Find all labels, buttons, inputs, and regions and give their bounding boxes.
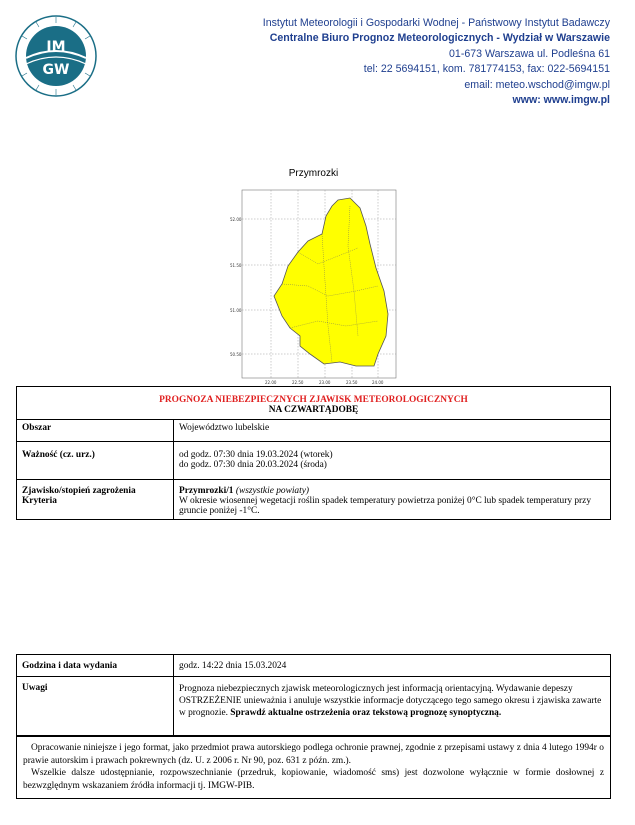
lon-label-2: 22.50 xyxy=(292,380,304,385)
lon-label-4: 23.50 xyxy=(346,380,358,385)
phenomenon-value xyxy=(174,480,611,520)
issue-table xyxy=(16,654,611,737)
logo-text-top: IM xyxy=(46,39,66,55)
header-institute-name: Instytut Meteorologii i Gospodarki Wodnej - Państwowy Instytut Badawczy xyxy=(262,17,610,29)
forecast-table xyxy=(16,386,611,520)
remarks-value xyxy=(174,677,611,737)
validity-value xyxy=(174,442,611,480)
map-title: Przymrozki xyxy=(288,168,339,179)
issued-value: godz. 14:22 dnia 15.03.2024 xyxy=(174,655,611,677)
header-www: www: www.imgw.pl xyxy=(512,94,610,107)
phenomenon-label xyxy=(17,480,174,520)
logo-text-bottom: GW xyxy=(42,62,70,78)
forecast-title-cell xyxy=(17,387,611,420)
phenomenon-label-1: Zjawisko/stopień zagrożenia xyxy=(22,486,136,496)
phenomenon-name: Przymrozki/1 xyxy=(179,486,234,496)
remarks-text: Prognoza niebezpiecznych zjawisk meteorologicznych jest informacją orientacyjną. Wydawanie depeszy OSTRZEŻENIE unieważnia i anuluje wszystkie informacje dotyczącego tego samego okresu i zjawiska zawarte w prognozie. xyxy=(179,684,602,718)
institute-header xyxy=(263,16,610,108)
forecast-title: PROGNOZA NIEBEZPIECZNYCH ZJAWISK METEOROLOGICZNYCH xyxy=(159,395,468,405)
header-department: Centralne Biuro Prognoz Meteorologicznych - Wydział w Warszawie xyxy=(269,32,610,45)
header-address: 01-673 Warszawa ul. Podleśna 61 xyxy=(449,47,610,60)
phenomenon-desc: W okresie wiosennej wegetacji roślin spadek temperatury powietrza poniżej 0°C lub spadek temperatury przy gruncie poniżej -1°C. xyxy=(179,496,592,516)
copyright-cell xyxy=(17,736,611,799)
area-label: Obszar xyxy=(17,420,174,442)
remarks-label: Uwagi xyxy=(17,677,174,737)
lat-label-3: 51.00 xyxy=(230,308,242,313)
header-email: email: meteo.wschod@imgw.pl xyxy=(464,78,610,91)
validity-label: Ważność (cz. urz.) xyxy=(17,442,174,480)
phenomenon-label-2: Kryteria xyxy=(22,496,57,506)
copyright-table xyxy=(16,735,611,799)
validity-to: do godz. 07:30 dnia 20.03.2024 (środa) xyxy=(179,460,327,470)
imgw-logo xyxy=(14,14,98,98)
lat-label-4: 50.50 xyxy=(230,352,242,357)
region-map xyxy=(228,186,400,386)
issued-label: Godzina i data wydania xyxy=(17,655,174,677)
header-phone: tel: 22 5694151, kom. 781774153, fax: 022-5694151 xyxy=(363,63,610,76)
forecast-subtitle: NA CZWARTĄDOBĘ xyxy=(268,405,359,415)
validity-from: od godz. 07:30 dnia 19.03.2024 (wtorek) xyxy=(179,450,333,460)
phenomenon-scope: (wszystkie powiaty) xyxy=(235,486,310,496)
copyright-p2: Wszelkie dalsze udostępnianie, rozpowszechnianie (przedruk, kopiowanie, wiadomość sms) jest dozwolone wyłącznie w formie dosłownej z bezwzględnym wskazaniem źródła informacji tj. IMGW-PIB. xyxy=(23,768,604,791)
lat-label-1: 52.00 xyxy=(230,217,242,222)
lon-label-3: 23.00 xyxy=(319,380,331,385)
lat-label-2: 51.50 xyxy=(230,263,242,268)
area-value: Województwo lubelskie xyxy=(174,420,611,442)
lon-label-5: 24.00 xyxy=(372,380,384,385)
copyright-p1: Opracowanie niniejsze i jego format, jako przedmiot prawa autorskiego podlega ochronie prawnej, zgodnie z przepisami ustawy z dnia 4 lutego 1994r o prawie autorskim i prawach pokrewnych (dz. U. z 2006 r. Nr 90, poz. 631 z późn. zm.). xyxy=(23,743,604,766)
lon-label-1: 22.00 xyxy=(265,380,277,385)
remarks-bold: Sprawdź aktualne ostrzeżenia oraz tekstową prognozę synoptyczną. xyxy=(230,708,502,718)
